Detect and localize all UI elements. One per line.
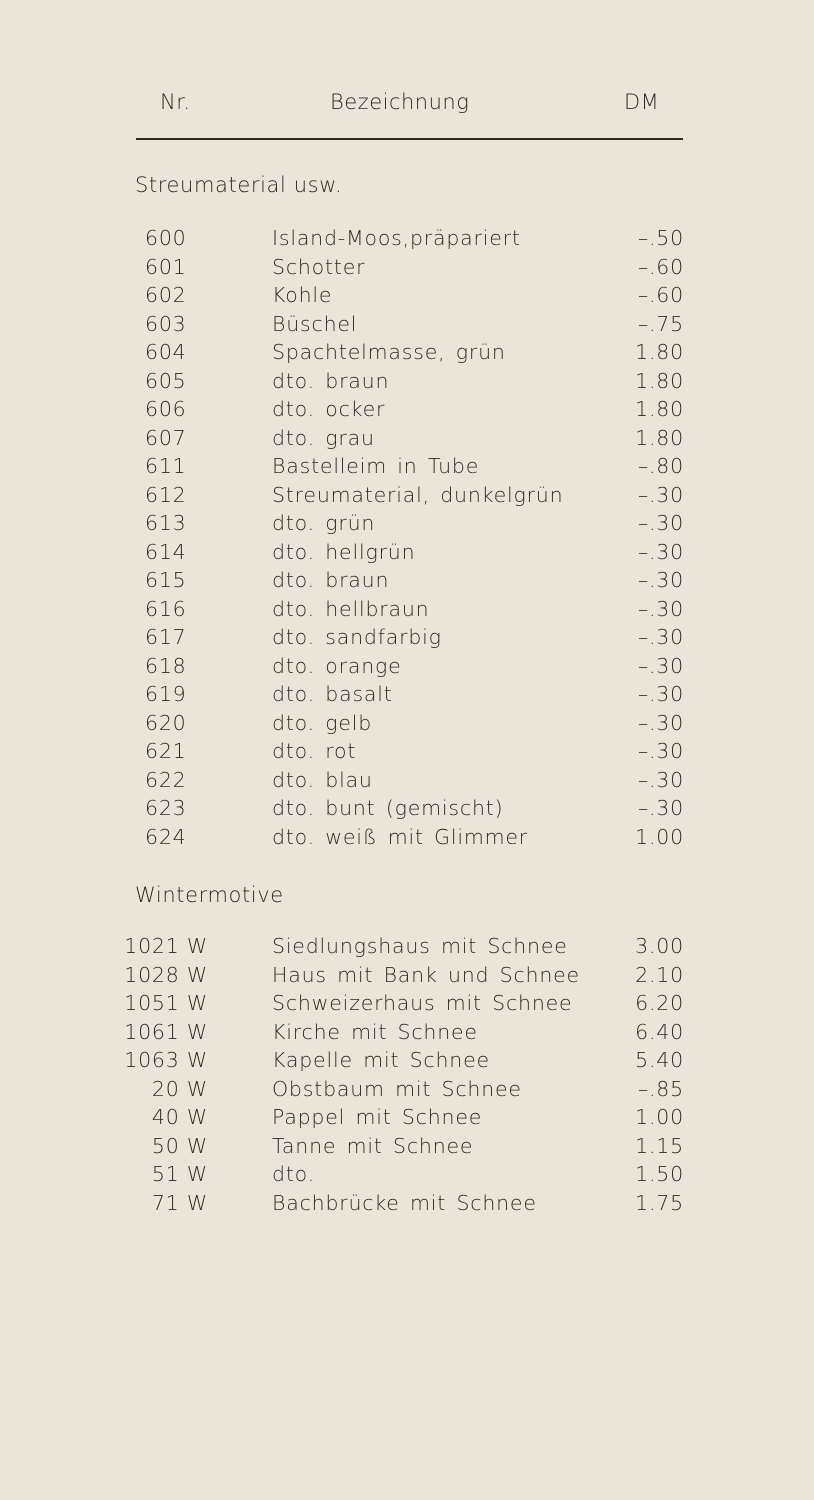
item-number: 611	[145, 454, 187, 478]
item-number: 1051 W	[124, 991, 208, 1015]
item-price: 1.80	[635, 425, 684, 450]
item-description: dto. bunt (gemischt)	[272, 796, 504, 820]
table-row	[0, 1020, 814, 1049]
item-description: Spachtelmasse, grün	[272, 340, 506, 364]
item-number: 624	[145, 824, 187, 849]
table-row	[0, 312, 814, 341]
item-description: Schotter	[272, 254, 366, 279]
item-description: Kohle	[272, 283, 333, 307]
table-row	[0, 540, 814, 569]
item-description: Streumaterial, dunkelgrün	[272, 482, 564, 507]
item-number: 604	[145, 340, 187, 364]
item-description: dto. braun	[272, 568, 390, 592]
item-price: –.30	[637, 710, 684, 735]
item-number: 71 W	[151, 1190, 208, 1215]
item-price: –.60	[637, 283, 684, 307]
item-price: –.30	[637, 539, 684, 564]
item-number: 605	[145, 368, 187, 393]
item-price: 1.80	[635, 397, 684, 421]
item-number: 612	[145, 482, 187, 507]
table-row	[0, 625, 814, 654]
item-number: 621	[145, 739, 187, 763]
table-row	[0, 991, 814, 1020]
item-price: –.30	[637, 568, 684, 592]
item-number: 615	[145, 568, 187, 592]
table-row	[0, 340, 814, 369]
item-description: dto. sandfarbig	[272, 625, 442, 649]
item-price: –.30	[637, 653, 684, 678]
table-row	[0, 1077, 814, 1106]
item-number: 603	[145, 311, 187, 336]
item-number: 619	[145, 682, 187, 706]
column-header-nr: Nr.	[160, 90, 191, 114]
table-row	[0, 369, 814, 398]
item-description: Pappel mit Schnee	[272, 1105, 483, 1129]
item-description: Tanne mit Schnee	[272, 1133, 474, 1158]
item-price: –.50	[637, 226, 684, 250]
table-row	[0, 226, 814, 255]
item-price: 1.80	[635, 340, 684, 364]
item-description: Bachbrücke mit Schnee	[272, 1190, 537, 1215]
item-number: 616	[145, 596, 187, 621]
item-number: 614	[145, 539, 187, 564]
item-description: dto. weiß mit Glimmer	[272, 824, 528, 849]
table-row	[0, 1162, 814, 1191]
item-price: 6.20	[635, 991, 684, 1015]
item-number: 1021 W	[124, 934, 208, 958]
item-price: 1.00	[635, 824, 684, 849]
table-row	[0, 1191, 814, 1220]
item-price: –.30	[637, 796, 684, 820]
item-price: –.30	[637, 596, 684, 621]
item-number: 622	[145, 767, 187, 792]
item-number: 620	[145, 710, 187, 735]
item-price: –.30	[637, 767, 684, 792]
item-number: 1028 W	[124, 962, 208, 987]
table-row	[0, 454, 814, 483]
item-number: 50 W	[151, 1133, 208, 1158]
item-number: 40 W	[151, 1105, 208, 1129]
item-price: 6.40	[635, 1019, 684, 1044]
column-header-bezeichnung: Bezeichnung	[330, 90, 470, 114]
item-number: 601	[145, 254, 187, 279]
item-description: Obstbaum mit Schnee	[272, 1076, 522, 1101]
table-row	[0, 397, 814, 426]
table-row	[0, 426, 814, 455]
item-description: dto. basalt	[272, 682, 393, 706]
item-description: Haus mit Bank und Schnee	[272, 962, 580, 987]
table-row	[0, 255, 814, 284]
item-description: dto. braun	[272, 368, 390, 393]
item-number: 606	[145, 397, 187, 421]
item-description: Schweizerhaus mit Schnee	[272, 991, 573, 1015]
item-number: 613	[145, 511, 187, 535]
table-row	[0, 654, 814, 683]
item-description: dto. hellbraun	[272, 596, 430, 621]
item-price: 1.00	[635, 1105, 684, 1129]
item-description: Island-Moos,präpariert	[272, 226, 521, 250]
item-price: –.30	[637, 739, 684, 763]
table-row	[0, 825, 814, 854]
item-description: Kapelle mit Schnee	[272, 1048, 490, 1072]
item-number: 20 W	[151, 1076, 208, 1101]
item-price: 1.15	[635, 1133, 684, 1158]
table-row	[0, 796, 814, 825]
table-row	[0, 1134, 814, 1163]
item-number: 1063 W	[124, 1048, 208, 1072]
table-row	[0, 768, 814, 797]
item-price: 1.75	[635, 1190, 684, 1215]
price-table-wintermotive	[0, 934, 814, 1219]
item-description: Siedlungshaus mit Schnee	[272, 934, 568, 958]
table-row	[0, 739, 814, 768]
section-title-wintermotive: Wintermotive	[135, 883, 284, 907]
item-price: 5.40	[635, 1048, 684, 1072]
item-number: 51 W	[151, 1162, 208, 1186]
item-description: dto. blau	[272, 767, 373, 792]
item-price: 2.10	[635, 962, 684, 987]
table-row	[0, 597, 814, 626]
item-number: 600	[145, 226, 187, 250]
table-row	[0, 511, 814, 540]
table-row	[0, 963, 814, 992]
table-row	[0, 568, 814, 597]
price-table-streumaterial	[0, 226, 814, 853]
item-price: –.85	[637, 1076, 684, 1101]
item-price: –.30	[637, 625, 684, 649]
item-price: 3.00	[635, 934, 684, 958]
item-description: Bastelleim in Tube	[272, 454, 480, 478]
item-description: dto. grün	[272, 511, 376, 535]
item-price: –.60	[637, 254, 684, 279]
table-row	[0, 711, 814, 740]
item-number: 617	[145, 625, 187, 649]
item-number: 618	[145, 653, 187, 678]
table-row	[0, 483, 814, 512]
item-description: dto. gelb	[272, 710, 373, 735]
item-price: –.30	[637, 511, 684, 535]
item-description: dto. grau	[272, 425, 375, 450]
item-number: 1061 W	[124, 1019, 208, 1044]
table-row	[0, 934, 814, 963]
table-row	[0, 1105, 814, 1134]
item-number: 623	[145, 796, 187, 820]
table-row	[0, 682, 814, 711]
column-header-dm: DM	[624, 90, 660, 114]
item-description: dto. orange	[272, 653, 402, 678]
item-number: 602	[145, 283, 187, 307]
item-price: –.75	[637, 311, 684, 336]
item-price: –.30	[637, 682, 684, 706]
item-description: Büschel	[272, 311, 358, 336]
table-row	[0, 283, 814, 312]
item-description: dto. ocker	[272, 397, 386, 421]
item-description: dto. hellgrün	[272, 539, 416, 564]
table-row	[0, 1048, 814, 1077]
item-number: 607	[145, 425, 187, 450]
item-description: dto. rot	[272, 739, 357, 763]
header-divider	[136, 138, 683, 140]
item-price: 1.80	[635, 368, 684, 393]
item-price: 1.50	[635, 1162, 684, 1186]
item-price: –.80	[637, 454, 684, 478]
item-description: dto.	[272, 1162, 315, 1186]
item-description: Kirche mit Schnee	[272, 1019, 478, 1044]
item-price: –.30	[637, 482, 684, 507]
section-title-streumaterial: Streumaterial usw.	[135, 173, 343, 197]
